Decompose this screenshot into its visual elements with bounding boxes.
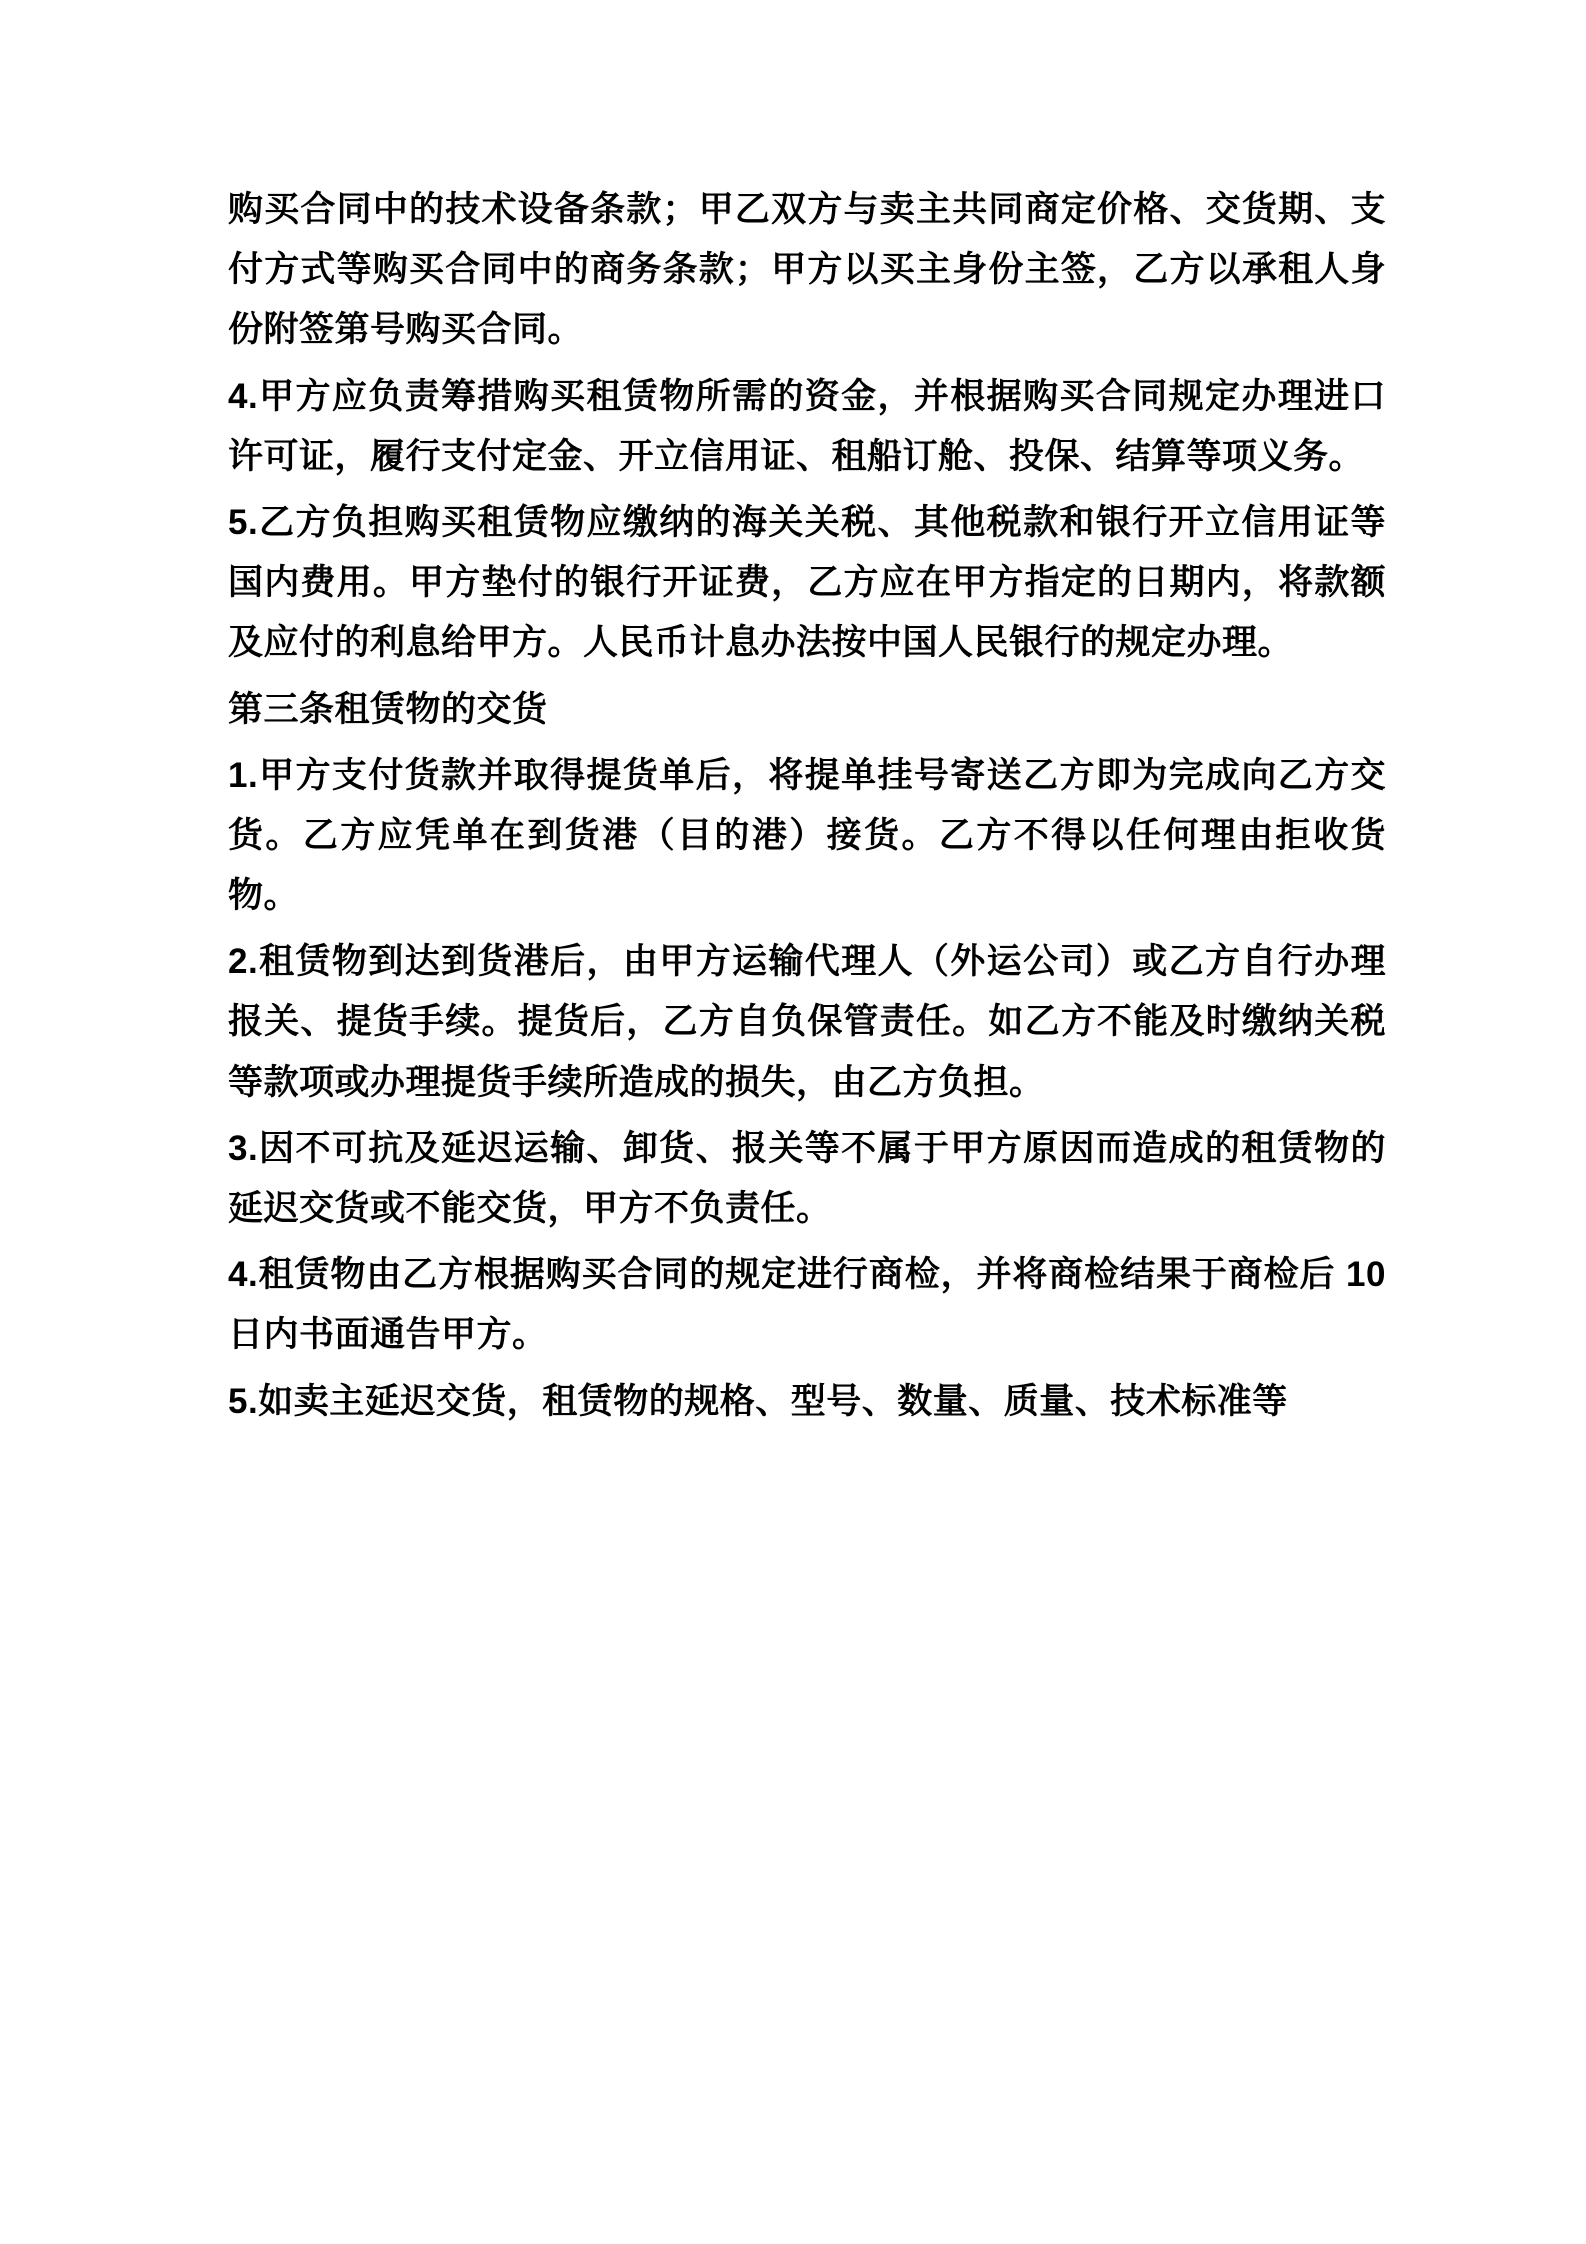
- paragraph-item-4: 4.甲方应负责筹措购买租赁物所需的资金，并根据购买合同规定办理进口许可证，履行支付定金、开立信用证、租船订舱、投保、结算等项义务。: [228, 376, 1386, 476]
- paragraph-section3-item-4: 4.租赁物由乙方根据购买合同的规定进行商检，并将商检结果于商检后 10 日内书面通告甲方。: [228, 1255, 1397, 1355]
- paragraph-section3-item-1: 1.甲方支付货款并取得提货单后，将提单挂号寄送乙方即为完成向乙方交货。乙方应凭单在到货港（目的港）接货。乙方不得以任何理由拒收货物。: [228, 755, 1386, 916]
- paragraph-purchase-contract-terms: 购买合同中的技术设备条款；甲乙双方与卖主共同商定价格、交货期、支付方式等购买合同中的商务条款；甲方以买主身份主签，乙方以承租人身份附签第号购买合同。: [228, 190, 1386, 350]
- heading-article-three: 第三条租赁物的交货: [228, 689, 548, 729]
- paragraph-section3-item-2: 2.租赁物到达到货港后，由甲方运输代理人（外运公司）或乙方自行办理报关、提货手续。提货后，乙方自负保管责任。如乙方不能及时缴纳关税等款项或办理提货手续所造成的损失，由乙方负担。: [228, 942, 1386, 1102]
- paragraph-section3-item-3: 3.因不可抗及延迟运输、卸货、报关等不属于甲方原因而造成的租赁物的延迟交货或不能交货，甲方不负责任。: [228, 1128, 1386, 1228]
- document-body: [228, 180, 1397, 1432]
- paragraph-item-5: 5.乙方负担购买租赁物应缴纳的海关关税、其他税款和银行开立信用证等国内费用。甲方垫付的银行开证费，乙方应在甲方指定的日期内，将款额及应付的利息给甲方。人民币计息办法按中国人民银行的规定办理。: [228, 502, 1386, 663]
- paragraph-section3-item-5: 5.如卖主延迟交货，租赁物的规格、型号、数量、质量、技术标准等: [228, 1381, 1288, 1421]
